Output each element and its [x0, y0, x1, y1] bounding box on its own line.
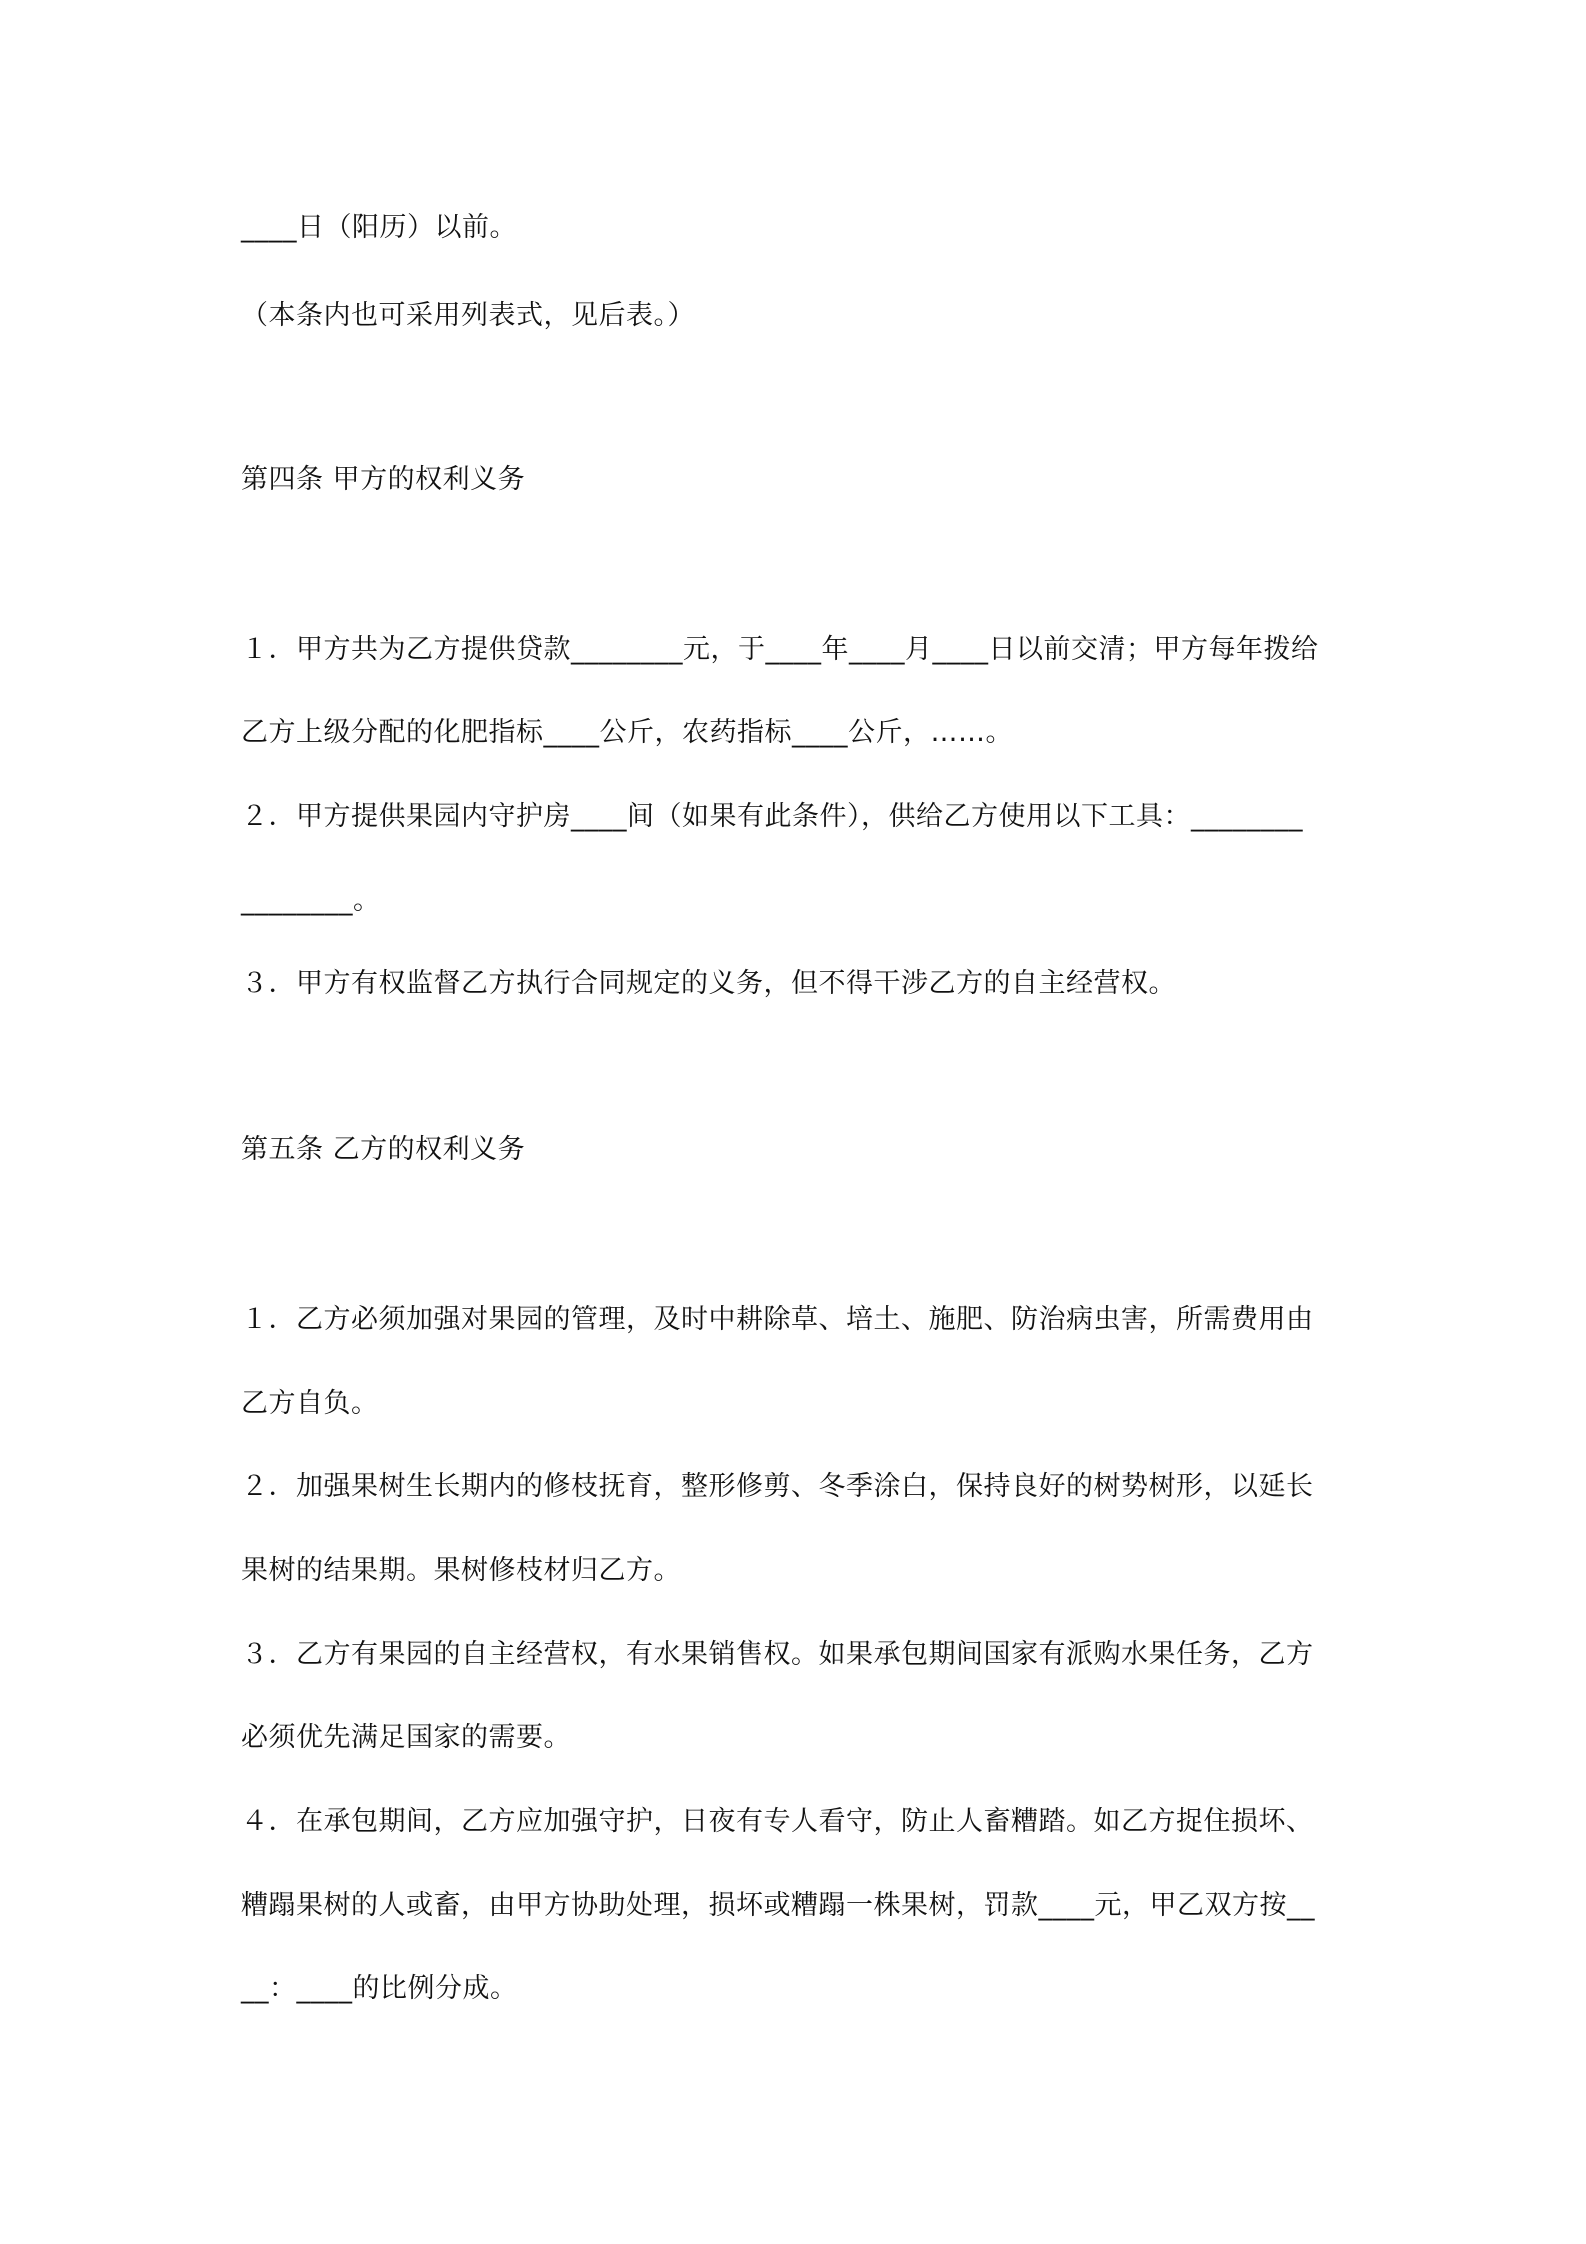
text-line-a5-2b: 果树的结果期。果树修枝材归乙方。: [241, 1555, 681, 1586]
text-line-a4-2b: ________。: [241, 885, 381, 916]
text-line-a5-1b: 乙方自负。: [241, 1388, 379, 1419]
text-line-a5-2a: ２．加强果树生长期内的修枝抚育，整形修剪、冬季涂白，保持良好的树势树形，以延长: [241, 1471, 1314, 1502]
text-line-a5-1a: １．乙方必须加强对果园的管理，及时中耕除草、培土、施肥、防治病虫害，所需费用由: [241, 1304, 1314, 1335]
text-line-a4-2a: ２．甲方提供果园内守护房____间（如果有此条件），供给乙方使用以下工具：________: [241, 801, 1303, 832]
text-line-a5-4b: 糟蹋果树的人或畜，由甲方协助处理，损坏或糟蹋一株果树，罚款____元，甲乙双方按__: [241, 1890, 1315, 1921]
text-line-a4-1a: １．甲方共为乙方提供贷款________元，于____年____月____日以前交清；甲方每年拨给: [241, 634, 1319, 665]
text-line-a4-1b: 乙方上级分配的化肥指标____公斤，农药指标____公斤，……。: [241, 717, 1013, 748]
text-line-a5-4c: __：____的比例分成。: [241, 1973, 518, 2004]
text-line-a5-4a: ４．在承包期间，乙方应加强守护，日夜有专人看守，防止人畜糟踏。如乙方捉住损坏、: [241, 1806, 1314, 1837]
section-heading-article-4: 第四条 甲方的权利义务: [241, 464, 526, 495]
text-line-date-end: ____日（阳历）以前。: [241, 212, 517, 243]
section-heading-article-5: 第五条 乙方的权利义务: [241, 1134, 526, 1165]
text-line-a4-3: ３．甲方有权监督乙方执行合同规定的义务，但不得干涉乙方的自主经营权。: [241, 968, 1176, 999]
text-line-a5-3a: ３．乙方有果园的自主经营权，有水果销售权。如果承包期间国家有派购水果任务，乙方: [241, 1639, 1314, 1670]
text-line-a5-3b: 必须优先满足国家的需要。: [241, 1722, 571, 1753]
text-line-note: （本条内也可采用列表式，见后表。）: [241, 300, 695, 331]
